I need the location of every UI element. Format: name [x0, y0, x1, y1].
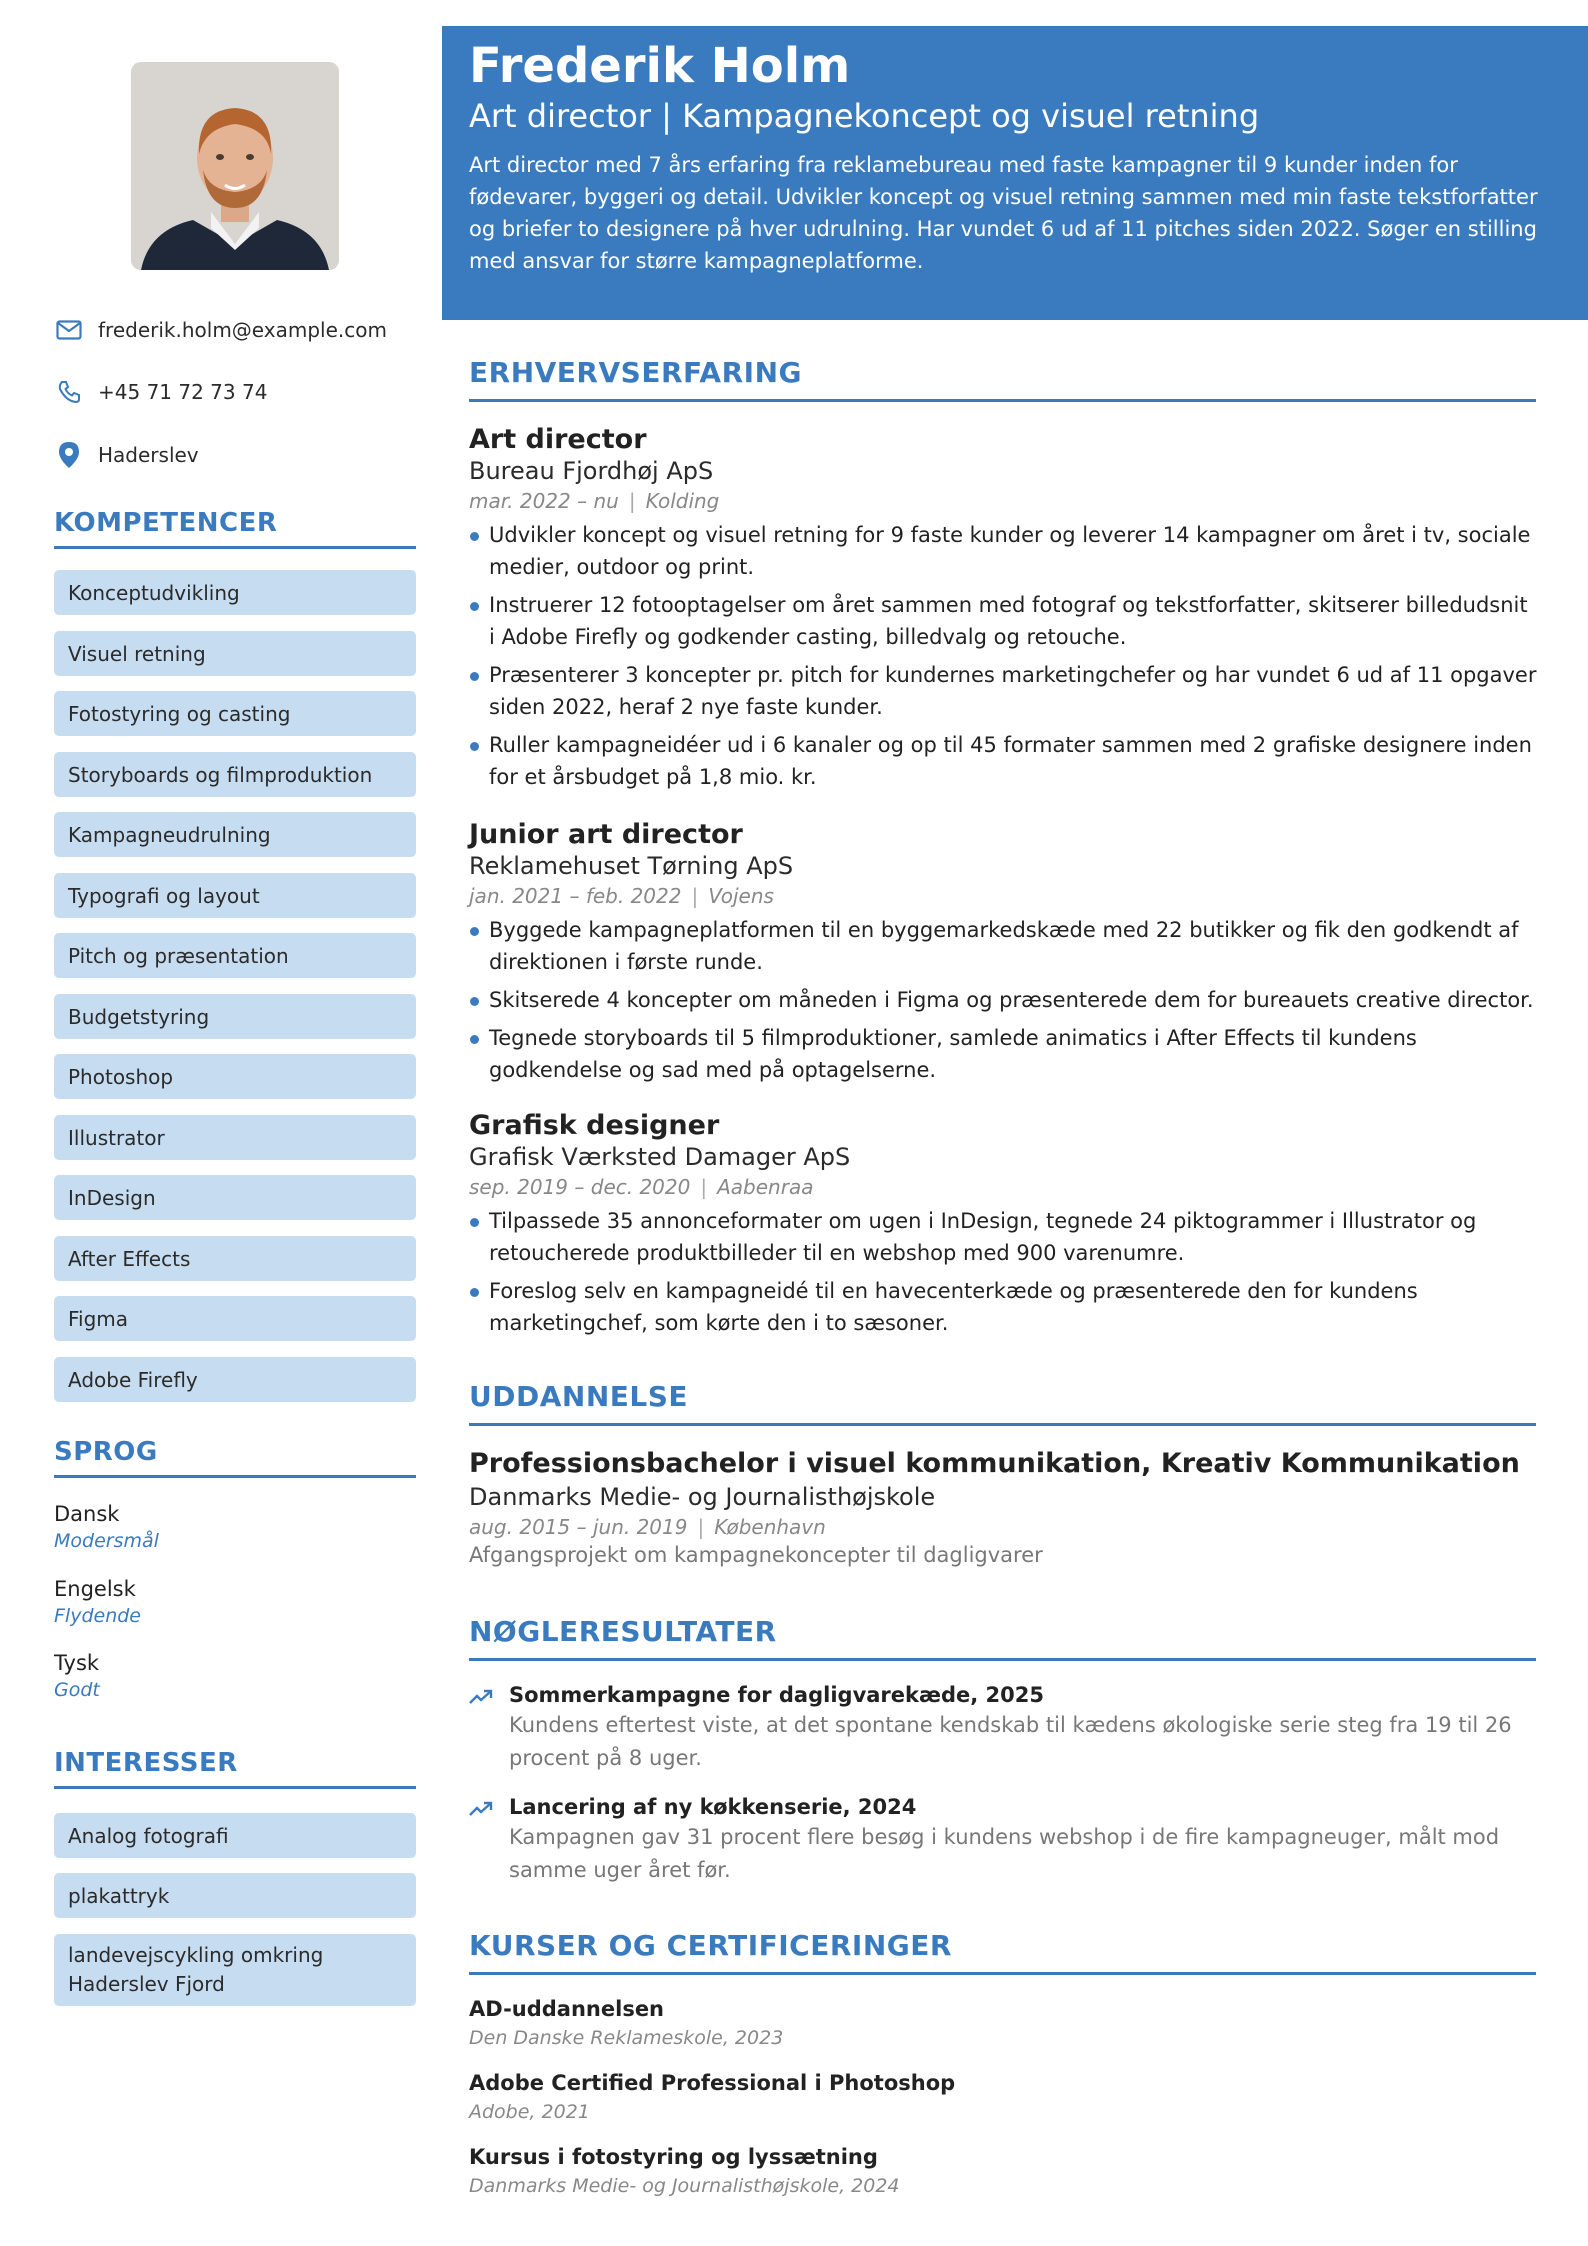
- achievement-title: Sommerkampagne for dagligvarekæde, 2025: [509, 1683, 1045, 1707]
- skill-chip: After Effects: [54, 1236, 416, 1281]
- job-location: Aabenraa: [717, 1175, 814, 1199]
- interests-heading: INTERESSER: [54, 1748, 416, 1789]
- job-entry: [469, 424, 1539, 799]
- job-bullet: Byggede kampagneplatformen til en byggemarkedskæde med 22 butikker og fik den godkendt af direktionen i første runde.: [469, 914, 1539, 978]
- email-text: frederik.holm@example.com: [98, 318, 387, 342]
- job-period: sep. 2019 – dec. 2020: [469, 1175, 691, 1199]
- job-bullet: Skitserede 4 koncepter om måneden i Figma og præsenterede dem for bureauets creative director.: [469, 984, 1539, 1016]
- job-bullet: Tegnede storyboards til 5 filmproduktioner, samlede animatics i After Effects til kundens godkendelse og sad med på optagelserne.: [469, 1022, 1539, 1086]
- achievement-description: Kampagnen gav 31 procent flere besøg i kundens webshop i de fire kampagneuger, målt mod samme uger året før.: [509, 1825, 1500, 1882]
- sidebar: [0, 0, 440, 2246]
- skill-chip: Konceptudvikling: [54, 570, 416, 615]
- job-bullets: [469, 519, 1539, 793]
- course-info: Den Danske Reklameskole, 2023: [469, 2027, 784, 2049]
- education-heading: UDDANNELSE: [469, 1380, 1536, 1426]
- skill-chip: Kampagneudrulning: [54, 812, 416, 857]
- course-item: [469, 2071, 1539, 2123]
- language-name: Tysk: [54, 1651, 100, 1675]
- education-school: Danmarks Medie- og Journalisthøjskole: [469, 1483, 936, 1511]
- achievements-heading: NØGLERESULTATER: [469, 1615, 1536, 1661]
- job-bullet: Instruerer 12 fotooptagelser om året sammen med fotograf og tekstforfatter, skitserer billedudsnit i Adobe Firefly og godkender casting, billedvalg og retouche.: [469, 589, 1539, 653]
- map-pin-icon: [54, 440, 84, 470]
- language-level: Modersmål: [54, 1530, 159, 1552]
- language-name: Dansk: [54, 1502, 120, 1526]
- skill-chip: Adobe Firefly: [54, 1357, 416, 1402]
- language-item: [54, 1651, 100, 1701]
- achievement-title: Lancering af ny køkkenserie, 2024: [509, 1795, 917, 1819]
- job-bullet: Tilpassede 35 annonceformater om ugen i InDesign, tegnede 24 piktogrammer i Illustrator og retoucherede produktbilleder til en webshop med 900 varenumre.: [469, 1205, 1539, 1269]
- education-meta: aug. 2015 – jun. 2019 | København: [469, 1515, 826, 1539]
- achievement-item: [469, 1683, 1539, 1775]
- phone-icon: [54, 377, 84, 407]
- job-bullet: Præsenterer 3 koncepter pr. pitch for kundernes marketingchefer og har vundet 6 ud af 11 opgaver siden 2022, heraf 2 nye faste kunder.: [469, 659, 1539, 723]
- job-location: Vojens: [708, 884, 774, 908]
- interest-chip: landevejscykling omkring Haderslev Fjord: [54, 1934, 416, 2006]
- skill-chip: Typografi og layout: [54, 873, 416, 918]
- person-name: Frederik Holm: [469, 38, 851, 94]
- experience-heading: ERHVERVSERFARING: [469, 356, 1536, 402]
- job-bullets: [469, 1205, 1539, 1339]
- skill-chip: InDesign: [54, 1175, 416, 1220]
- skill-chip: Figma: [54, 1296, 416, 1341]
- languages-heading: SPROG: [54, 1437, 416, 1478]
- job-meta: sep. 2019 – dec. 2020 | Aabenraa: [469, 1175, 814, 1199]
- skills-heading: KOMPETENCER: [54, 508, 416, 549]
- contact-phone[interactable]: [54, 372, 434, 412]
- job-entry: [469, 1110, 1539, 1345]
- skill-chip: Photoshop: [54, 1054, 416, 1099]
- job-role: Art director: [469, 424, 647, 455]
- education-period: aug. 2015 – jun. 2019: [469, 1515, 688, 1539]
- course-info: Adobe, 2021: [469, 2101, 590, 2123]
- course-info: Danmarks Medie- og Journalisthøjskole, 2024: [469, 2175, 900, 2197]
- interest-chip: plakattryk: [54, 1873, 416, 1918]
- language-item: [54, 1502, 159, 1552]
- trending-up-icon: [469, 1795, 509, 1887]
- skill-chip: Visuel retning: [54, 631, 416, 676]
- course-name: Kursus i fotostyring og lyssætning: [469, 2145, 878, 2169]
- course-name: Adobe Certified Professional i Photoshop: [469, 2071, 956, 2095]
- job-company: Bureau Fjordhøj ApS: [469, 457, 714, 485]
- achievement-item: [469, 1795, 1539, 1887]
- location-text: Haderslev: [98, 443, 199, 467]
- mail-icon: [54, 315, 84, 345]
- job-bullet: Foreslog selv en kampagneidé til en havecenterkæde og præsenterede den for kundens marketingchef, som kørte den i to sæsoner.: [469, 1275, 1539, 1339]
- language-item: [54, 1577, 141, 1627]
- job-meta: jan. 2021 – feb. 2022 | Vojens: [469, 884, 774, 908]
- contact-email[interactable]: [54, 310, 434, 350]
- job-company: Grafisk Værksted Damager ApS: [469, 1143, 851, 1171]
- header-banner: [442, 26, 1588, 320]
- job-period: jan. 2021 – feb. 2022: [469, 884, 682, 908]
- job-bullets: [469, 914, 1539, 1086]
- skill-chip: Illustrator: [54, 1115, 416, 1160]
- trending-up-icon: [469, 1683, 509, 1775]
- skill-chip: Pitch og præsentation: [54, 933, 416, 978]
- job-meta: mar. 2022 – nu | Kolding: [469, 489, 720, 513]
- courses-heading: KURSER OG CERTIFICERINGER: [469, 1929, 1536, 1975]
- phone-text: +45 71 72 73 74: [98, 380, 268, 404]
- language-name: Engelsk: [54, 1577, 136, 1601]
- education-location: København: [714, 1515, 826, 1539]
- language-level: Flydende: [54, 1605, 141, 1627]
- interest-chip: Analog fotografi: [54, 1813, 416, 1858]
- job-bullet: Ruller kampagneidéer ud i 6 kanaler og op til 45 formater sammen med 2 grafiske designere inden for et årsbudget på 1,8 mio. kr.: [469, 729, 1539, 793]
- achievement-description: Kundens eftertest viste, at det spontane kendskab til kædens økologiske serie steg fra 19 til 26 procent på 8 uger.: [509, 1713, 1512, 1770]
- skill-chip: Fotostyring og casting: [54, 691, 416, 736]
- profile-photo: [131, 62, 339, 270]
- course-item: [469, 1997, 1539, 2049]
- person-title: Art director | Kampagnekoncept og visuel retning: [469, 96, 1260, 135]
- job-entry: [469, 819, 1539, 1092]
- education-entry: [469, 1448, 1539, 1567]
- person-summary: Art director med 7 års erfaring fra reklamebureau med faste kampagner til 9 kunder inden for fødevarer, byggeri og detail. Udvikler koncept og visuel retning sammen med min faste tekstforfatter og briefer to designere på hver udrulning. Har vundet 6 ud af 11 pitches siden 2022. Søger en stilling med ansvar for større kampagneplatforme.: [469, 152, 1538, 273]
- skill-chip: Storyboards og filmproduktion: [54, 752, 416, 797]
- language-level: Godt: [54, 1679, 100, 1701]
- job-role: Grafisk designer: [469, 1110, 720, 1141]
- job-company: Reklamehuset Tørning ApS: [469, 852, 794, 880]
- course-item: [469, 2145, 1539, 2197]
- job-location: Kolding: [645, 489, 720, 513]
- contact-location: [54, 435, 434, 475]
- course-name: AD-uddannelsen: [469, 1997, 665, 2021]
- education-degree: Professionsbachelor i visuel kommunikation, Kreativ Kommunikation: [469, 1448, 1520, 1479]
- job-bullet: Udvikler koncept og visuel retning for 9 faste kunder og leverer 14 kampagner om året i tv, sociale medier, outdoor og print.: [469, 519, 1539, 583]
- skill-chip: Budgetstyring: [54, 994, 416, 1039]
- education-note: Afgangsprojekt om kampagnekoncepter til dagligvarer: [469, 1543, 1043, 1567]
- job-role: Junior art director: [469, 819, 743, 850]
- job-period: mar. 2022 – nu: [469, 489, 619, 513]
